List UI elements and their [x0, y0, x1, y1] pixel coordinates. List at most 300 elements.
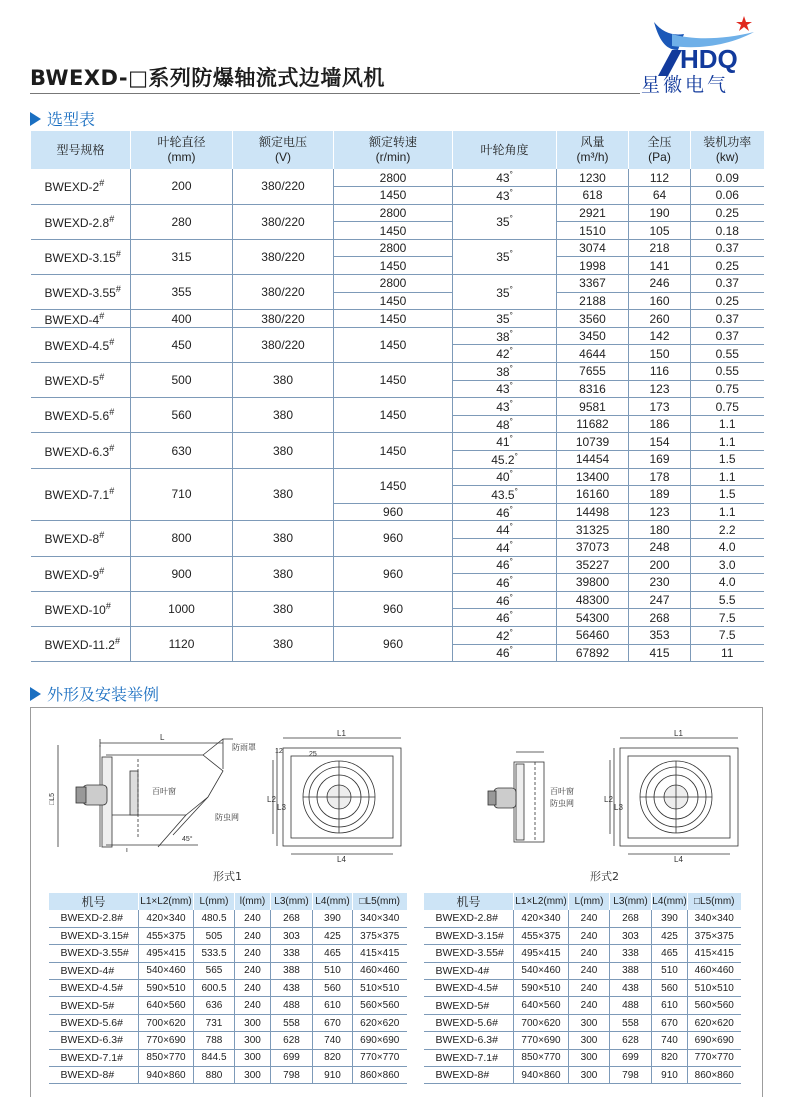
- dimension-cell: 300: [569, 1067, 610, 1084]
- dimension-cell: 690×690: [688, 1032, 741, 1049]
- model-suffix: #: [114, 636, 120, 647]
- dimension-cell: 300: [569, 1014, 610, 1031]
- flow-cell: 3074: [557, 239, 629, 257]
- model-cell: BWEXD-3.15#: [424, 927, 514, 944]
- degree-mark: °: [509, 214, 513, 224]
- power-cell: 1.1: [691, 503, 764, 521]
- power-cell: 1.1: [691, 433, 764, 451]
- flow-cell: 4644: [557, 345, 629, 363]
- angle-cell: [453, 521, 557, 539]
- angle-value: 35: [496, 285, 510, 300]
- speed-cell: 1450: [334, 292, 453, 310]
- angle-cell: [453, 591, 557, 609]
- dimension-cell: 240: [235, 997, 271, 1014]
- table-row: [49, 945, 407, 962]
- speed-cell: 960: [334, 503, 453, 521]
- speed-cell: 960: [334, 521, 453, 556]
- model-cell: BWEXD-5.6#: [49, 1014, 139, 1031]
- degree-mark: °: [509, 522, 513, 532]
- model-suffix: #: [99, 310, 105, 321]
- power-cell: 0.09: [691, 169, 764, 187]
- power-cell: 0.75: [691, 398, 764, 416]
- voltage-cell: 380: [233, 433, 334, 468]
- voltage-cell: 380: [233, 591, 334, 626]
- model-name: BWEXD-3.55: [44, 286, 116, 301]
- degree-mark: °: [509, 645, 513, 655]
- degree-mark: °: [509, 328, 513, 338]
- angle-cell: [453, 398, 557, 416]
- dimension-cell: 375×375: [353, 927, 407, 944]
- table-row: [31, 468, 764, 486]
- degree-mark: °: [509, 399, 513, 409]
- voltage-cell: 380: [233, 556, 334, 591]
- dimension-cell: 798: [271, 1067, 313, 1084]
- speed-cell: 960: [334, 591, 453, 626]
- voltage-cell: 380/220: [233, 169, 334, 204]
- model-suffix: #: [99, 372, 105, 383]
- model-suffix: #: [109, 407, 115, 418]
- flow-cell: 14454: [557, 451, 629, 469]
- dimension-cell: 670: [313, 1014, 353, 1031]
- dimension-cell: 240: [235, 910, 271, 927]
- header-label: 叶轮角度: [480, 142, 529, 157]
- dimension-cell: 438: [610, 980, 652, 997]
- dimension-cell: 560×560: [353, 997, 407, 1014]
- pressure-cell: 260: [629, 310, 691, 328]
- dimension-cell: 505: [194, 927, 235, 944]
- pressure-cell: 116: [629, 363, 691, 381]
- dimension-cell: 798: [610, 1067, 652, 1084]
- power-cell: 3.0: [691, 556, 764, 574]
- model-cell: BWEXD-3.55#: [49, 945, 139, 962]
- degree-mark: °: [509, 627, 513, 637]
- model-name: BWEXD-9: [44, 567, 100, 582]
- pressure-cell: 141: [629, 257, 691, 275]
- dimension-cell: 268: [271, 910, 313, 927]
- dim-label-L4: L4: [337, 855, 346, 864]
- header-unit: (Pa): [648, 150, 671, 164]
- power-cell: 0.25: [691, 204, 764, 222]
- voltage-cell: 380: [233, 626, 334, 661]
- model-name: BWEXD-6.3: [44, 444, 110, 459]
- flow-cell: 1510: [557, 222, 629, 240]
- column-header: □L5(mm): [353, 893, 407, 910]
- dimension-cell: 565: [194, 962, 235, 979]
- flow-cell: 9581: [557, 398, 629, 416]
- table-row: [31, 310, 764, 328]
- degree-mark: °: [509, 346, 513, 356]
- model-cell: BWEXD-2.8#: [424, 910, 514, 927]
- model-cell: BWEXD-5#: [424, 997, 514, 1014]
- flow-cell: 56460: [557, 626, 629, 644]
- degree-mark: °: [509, 381, 513, 391]
- model-cell: [31, 468, 131, 521]
- column-header: [131, 131, 233, 169]
- table-row: [31, 239, 764, 257]
- form1-label: 形式1: [213, 870, 242, 883]
- dimension-cell: 390: [652, 910, 688, 927]
- power-cell: 0.25: [691, 292, 764, 310]
- column-header: [691, 131, 764, 169]
- flow-cell: 35227: [557, 556, 629, 574]
- model-cell: [31, 327, 131, 362]
- table-row: [49, 962, 407, 979]
- dimension-cell: 240: [569, 927, 610, 944]
- angle-cell: [453, 468, 557, 486]
- dimension-cell: 388: [610, 962, 652, 979]
- flow-cell: 3367: [557, 275, 629, 293]
- model-suffix: #: [109, 486, 115, 497]
- dimension-cell: 940×860: [139, 1067, 194, 1084]
- company-name: 星徽电气: [641, 74, 730, 96]
- table-row: [31, 521, 764, 539]
- model-cell: [31, 275, 131, 310]
- pressure-cell: 154: [629, 433, 691, 451]
- speed-cell: 1450: [334, 363, 453, 398]
- dimension-cell: 300: [235, 1067, 271, 1084]
- model-cell: BWEXD-8#: [49, 1067, 139, 1084]
- table-row: [31, 433, 764, 451]
- angle-cell: [453, 345, 557, 363]
- model-cell: [31, 556, 131, 591]
- dimension-cell: 910: [652, 1067, 688, 1084]
- dimension-cell: 699: [271, 1049, 313, 1066]
- speed-cell: 960: [334, 626, 453, 661]
- table-row: [49, 927, 407, 944]
- dimension-cell: 540×460: [139, 962, 194, 979]
- model-cell: BWEXD-4#: [424, 962, 514, 979]
- flow-cell: 2188: [557, 292, 629, 310]
- flow-cell: 48300: [557, 591, 629, 609]
- dimension-cell: 558: [271, 1014, 313, 1031]
- angle-value: 44: [496, 540, 510, 555]
- angle-value: 35: [496, 250, 510, 265]
- angle-value: 43.5: [491, 487, 515, 502]
- dimension-cell: 740: [652, 1032, 688, 1049]
- dimension-cell: 770×690: [514, 1032, 569, 1049]
- dimension-cell: 740: [313, 1032, 353, 1049]
- model-name: BWEXD-7.1: [44, 488, 110, 503]
- speed-cell: 960: [334, 556, 453, 591]
- angle-cell: [453, 239, 557, 274]
- power-cell: 0.55: [691, 345, 764, 363]
- louver-label: 百叶窗: [152, 787, 176, 796]
- dimension-cell: 268: [610, 910, 652, 927]
- degree-mark: °: [509, 284, 513, 294]
- dimension-cell: 420×340: [514, 910, 569, 927]
- voltage-cell: 380: [233, 521, 334, 556]
- flow-cell: 11682: [557, 415, 629, 433]
- angle-value: 46: [496, 646, 510, 661]
- speed-cell: 1450: [334, 468, 453, 503]
- voltage-cell: 380/220: [233, 239, 334, 274]
- flow-cell: 16160: [557, 486, 629, 504]
- flow-cell: 10739: [557, 433, 629, 451]
- degree-mark: °: [514, 486, 518, 496]
- table-row: [424, 1014, 741, 1031]
- flow-cell: 13400: [557, 468, 629, 486]
- column-header: □L5(mm): [688, 893, 741, 910]
- model-cell: BWEXD-5.6#: [424, 1014, 514, 1031]
- dimension-cell: 300: [235, 1014, 271, 1031]
- dimension-cell: 600.5: [194, 980, 235, 997]
- power-cell: 7.5: [691, 626, 764, 644]
- column-header: [629, 131, 691, 169]
- dimension-cell: 415×415: [688, 945, 741, 962]
- pressure-cell: 64: [629, 187, 691, 205]
- model-name: BWEXD-5.6: [44, 409, 110, 424]
- angle-value: 46: [496, 593, 510, 608]
- model-cell: [31, 310, 131, 328]
- power-cell: 1.1: [691, 468, 764, 486]
- speed-cell: 1450: [334, 433, 453, 468]
- dimension-cell: 460×460: [353, 962, 407, 979]
- model-name: BWEXD-2: [44, 180, 100, 195]
- power-cell: 2.2: [691, 521, 764, 539]
- dimension-cell: 636: [194, 997, 235, 1014]
- dimension-cell: 910: [313, 1067, 353, 1084]
- pressure-cell: 268: [629, 609, 691, 627]
- dimension-cell: 438: [271, 980, 313, 997]
- degree-mark: °: [509, 187, 513, 197]
- degree-mark: °: [509, 416, 513, 426]
- speed-cell: 2800: [334, 239, 453, 257]
- pressure-cell: 160: [629, 292, 691, 310]
- section-outline-heading: [30, 682, 159, 705]
- table-row: [31, 363, 764, 381]
- diameter-cell: 1000: [131, 591, 233, 626]
- degree-mark: °: [509, 249, 513, 259]
- speed-cell: 2800: [334, 169, 453, 187]
- dim-label-L1-2: L1: [674, 730, 683, 738]
- voltage-cell: 380/220: [233, 275, 334, 310]
- pressure-cell: 353: [629, 626, 691, 644]
- model-name: BWEXD-4.5: [44, 338, 110, 353]
- angle-cell: [453, 327, 557, 345]
- form2-label: 形式2: [590, 870, 619, 883]
- angle-cell: [453, 626, 557, 644]
- dim-label-25: 25: [309, 751, 317, 758]
- column-header: [557, 131, 629, 169]
- column-header: L3(mm): [610, 893, 652, 910]
- table-row: [49, 1032, 407, 1049]
- power-cell: 5.5: [691, 591, 764, 609]
- degree-mark: °: [509, 539, 513, 549]
- dimension-cell: 300: [235, 1032, 271, 1049]
- dimension-cell: 880: [194, 1067, 235, 1084]
- voltage-cell: 380/220: [233, 204, 334, 239]
- angle-cell: [453, 415, 557, 433]
- diameter-cell: 900: [131, 556, 233, 591]
- pressure-cell: 247: [629, 591, 691, 609]
- dimension-cell: 610: [652, 997, 688, 1014]
- model-cell: [31, 433, 131, 468]
- column-header: 机号: [424, 893, 514, 910]
- rain-cover-label: 防雨罩: [232, 743, 256, 752]
- dimension-cell: 770×690: [139, 1032, 194, 1049]
- flow-cell: 31325: [557, 521, 629, 539]
- angle-cell: [453, 574, 557, 592]
- dimension-cell: 699: [610, 1049, 652, 1066]
- dimension-cell: 240: [235, 980, 271, 997]
- model-suffix: #: [109, 336, 115, 347]
- diameter-cell: 200: [131, 169, 233, 204]
- model-cell: BWEXD-7.1#: [424, 1049, 514, 1066]
- diameter-cell: 560: [131, 398, 233, 433]
- angle-cell: [453, 380, 557, 398]
- arrow-right-icon: [30, 112, 41, 126]
- power-cell: 1.5: [691, 486, 764, 504]
- speed-cell: 2800: [334, 275, 453, 293]
- selection-table: [30, 131, 764, 662]
- angle-cell: [453, 556, 557, 574]
- angle-value: 46: [496, 505, 510, 520]
- flow-cell: 3450: [557, 327, 629, 345]
- form2-side-view-drawing: [480, 742, 590, 852]
- model-cell: BWEXD-4#: [49, 962, 139, 979]
- table-row: [49, 910, 407, 927]
- flow-cell: 37073: [557, 538, 629, 556]
- flow-cell: 3560: [557, 310, 629, 328]
- model-cell: BWEXD-3.55#: [424, 945, 514, 962]
- dim-label-l: l: [126, 847, 128, 852]
- power-cell: 0.18: [691, 222, 764, 240]
- model-suffix: #: [115, 284, 121, 295]
- arrow-right-icon: [30, 687, 41, 701]
- logo-text: HDQ: [680, 44, 738, 74]
- dimension-cell: 240: [569, 997, 610, 1014]
- dim-label-L: L: [160, 733, 165, 742]
- dimension-cell: 788: [194, 1032, 235, 1049]
- column-header: 机号: [49, 893, 139, 910]
- table-row: [31, 591, 764, 609]
- dimension-cell: 488: [610, 997, 652, 1014]
- form2-dimension-table: [423, 893, 741, 1084]
- power-cell: 0.06: [691, 187, 764, 205]
- column-header: l(mm): [235, 893, 271, 910]
- dimension-cell: 770×770: [353, 1049, 407, 1066]
- insect-net-label: 防虫网: [215, 813, 239, 822]
- dim-label-L2-2: L2: [604, 795, 613, 804]
- dim-label-L5: □L5: [49, 792, 56, 805]
- model-name: BWEXD-3.15: [44, 250, 116, 265]
- angle-cell: [453, 538, 557, 556]
- section-selection-title: 选型表: [47, 110, 96, 129]
- dim-label-L3: L3: [277, 803, 286, 812]
- angle-cell: [453, 433, 557, 451]
- pressure-cell: 200: [629, 556, 691, 574]
- power-cell: 7.5: [691, 609, 764, 627]
- dimension-cell: 620×620: [353, 1014, 407, 1031]
- model-cell: BWEXD-4.5#: [49, 980, 139, 997]
- diameter-cell: 450: [131, 327, 233, 362]
- pressure-cell: 112: [629, 169, 691, 187]
- angle-value: 38: [496, 329, 510, 344]
- speed-cell: 1450: [334, 187, 453, 205]
- angle-cell: [453, 310, 557, 328]
- diameter-cell: 315: [131, 239, 233, 274]
- model-suffix: #: [109, 442, 115, 453]
- power-cell: 4.0: [691, 538, 764, 556]
- speed-cell: 1450: [334, 398, 453, 433]
- pressure-cell: 178: [629, 468, 691, 486]
- power-cell: 0.37: [691, 310, 764, 328]
- dimension-cell: 731: [194, 1014, 235, 1031]
- angle-value: 40: [496, 470, 510, 485]
- model-cell: [31, 204, 131, 239]
- column-header: L(mm): [194, 893, 235, 910]
- angle-value: 44: [496, 523, 510, 538]
- table-row: [31, 626, 764, 644]
- table-row: [49, 1067, 407, 1084]
- angle-cell: [453, 609, 557, 627]
- flow-cell: 7655: [557, 363, 629, 381]
- dimension-cell: 610: [313, 997, 353, 1014]
- model-cell: BWEXD-5#: [49, 997, 139, 1014]
- angle-value: 43: [496, 188, 510, 203]
- voltage-cell: 380: [233, 398, 334, 433]
- dimension-cell: 533.5: [194, 945, 235, 962]
- angle-value: 46: [496, 575, 510, 590]
- flow-cell: 2921: [557, 204, 629, 222]
- power-cell: 0.55: [691, 363, 764, 381]
- voltage-cell: 380: [233, 468, 334, 521]
- table-row: [424, 1032, 741, 1049]
- column-header: L1×L2(mm): [139, 893, 194, 910]
- section-selection-heading: [30, 107, 95, 130]
- pressure-cell: 186: [629, 415, 691, 433]
- angle-cell: [453, 169, 557, 187]
- diameter-cell: 800: [131, 521, 233, 556]
- degree-mark: °: [509, 170, 513, 180]
- dimension-cell: 510: [313, 962, 353, 979]
- model-cell: BWEXD-6.3#: [49, 1032, 139, 1049]
- dimension-cell: 670: [652, 1014, 688, 1031]
- column-header: L3(mm): [271, 893, 313, 910]
- dimension-cell: 628: [271, 1032, 313, 1049]
- model-cell: BWEXD-3.15#: [49, 927, 139, 944]
- title-underline: [30, 93, 640, 94]
- angle-value: 41: [496, 435, 510, 450]
- page-title: BWEXD-□系列防爆轴流式边墙风机: [30, 66, 385, 90]
- model-name: BWEXD-5: [44, 374, 100, 389]
- power-cell: 0.75: [691, 380, 764, 398]
- column-header: L4(mm): [313, 893, 353, 910]
- dimension-cell: 560: [652, 980, 688, 997]
- dimension-cell: 844.5: [194, 1049, 235, 1066]
- angle-value: 42: [496, 628, 510, 643]
- form1-front-view-drawing: [265, 730, 410, 865]
- pressure-cell: 189: [629, 486, 691, 504]
- table-row: [424, 1049, 741, 1066]
- dimension-cell: 820: [652, 1049, 688, 1066]
- table-row: [31, 556, 764, 574]
- column-header: L4(mm): [652, 893, 688, 910]
- dimension-cell: 465: [313, 945, 353, 962]
- degree-mark: °: [509, 610, 513, 620]
- flow-cell: 1998: [557, 257, 629, 275]
- degree-mark: °: [509, 363, 513, 373]
- dimension-cell: 425: [313, 927, 353, 944]
- angle-cell: [453, 204, 557, 239]
- model-cell: BWEXD-2.8#: [49, 910, 139, 927]
- speed-cell: 1450: [334, 310, 453, 328]
- model-cell: BWEXD-6.3#: [424, 1032, 514, 1049]
- angle-cell: [453, 451, 557, 469]
- angle-value: 46: [496, 611, 510, 626]
- insect-net-label-2: 防虫网: [550, 799, 574, 808]
- pressure-cell: 173: [629, 398, 691, 416]
